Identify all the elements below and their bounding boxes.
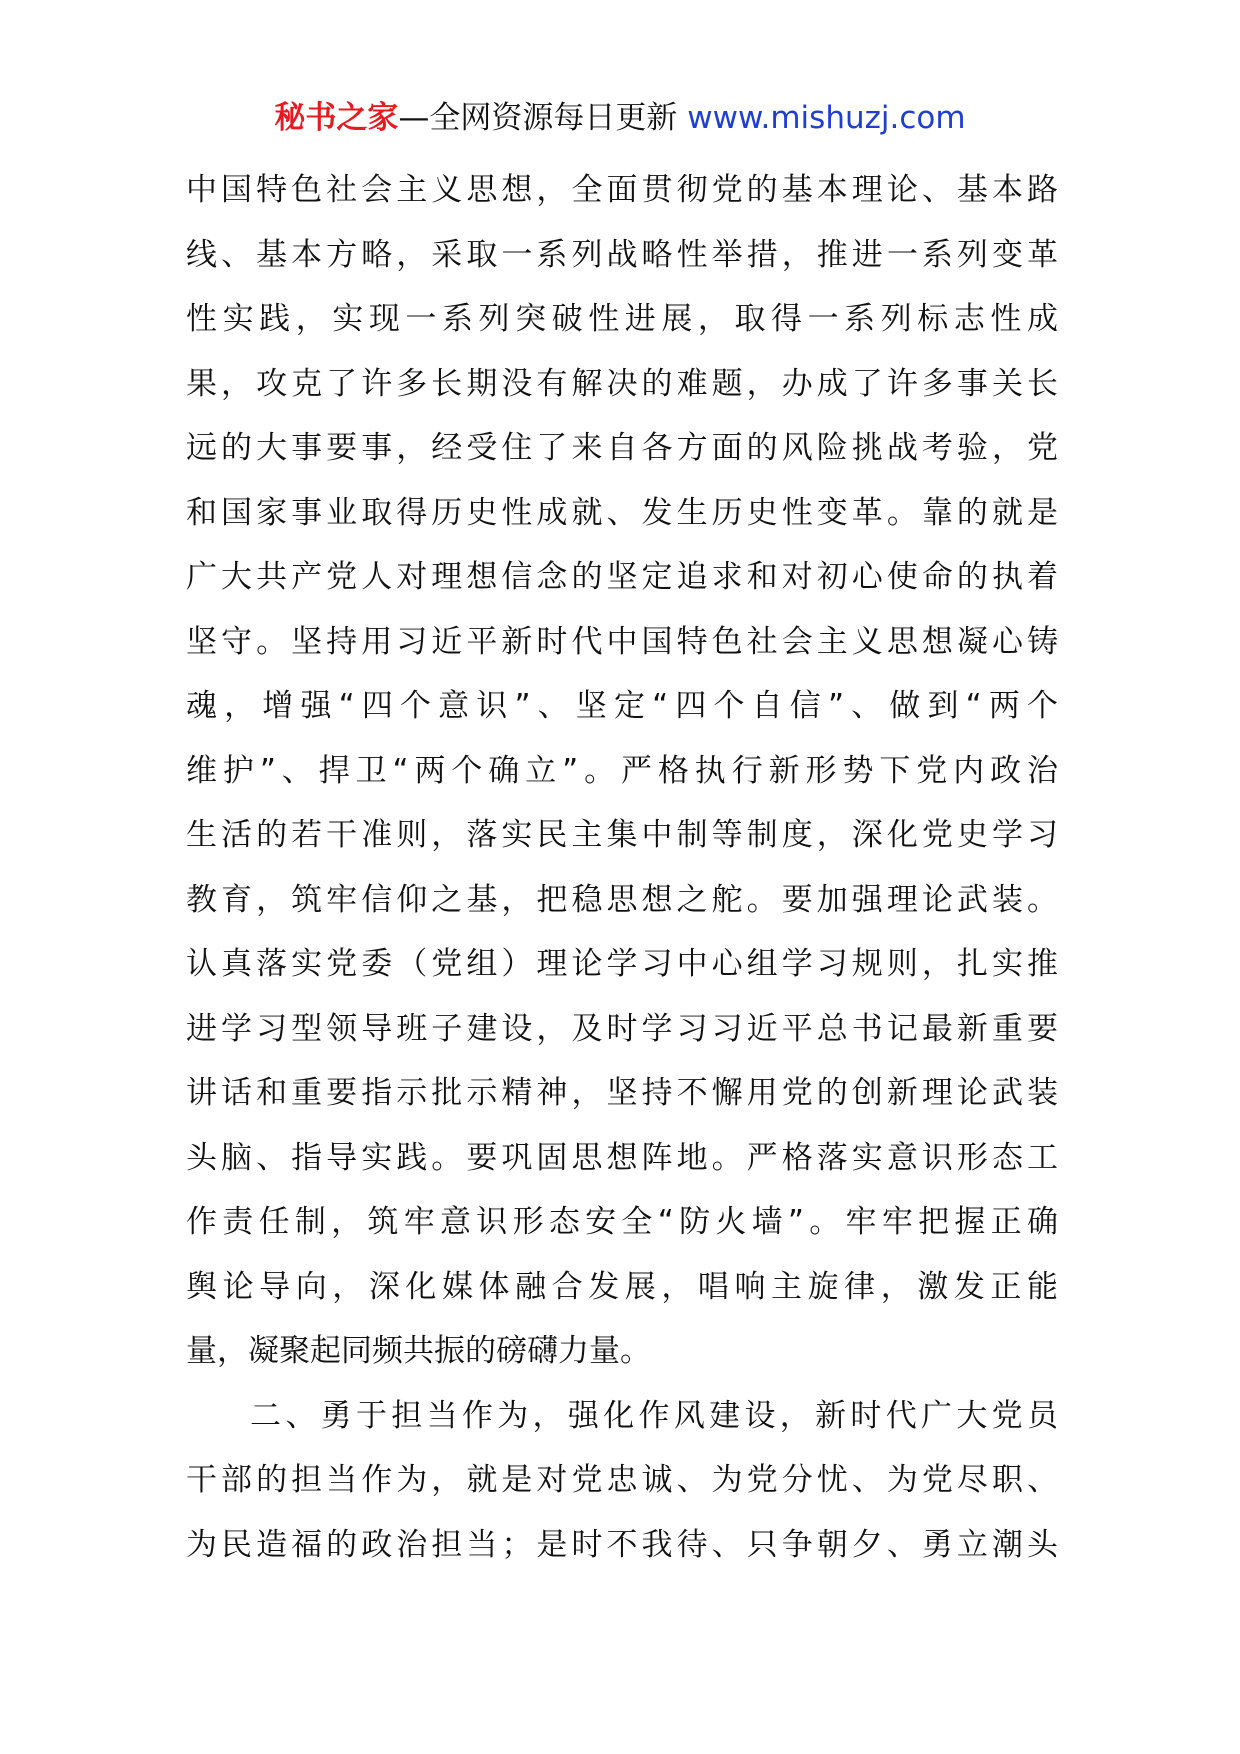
text-line: 舆论导向，深化媒体融合发展，唱响主旋律，激发正能 <box>186 1268 1058 1305</box>
page-header <box>0 98 1240 138</box>
text-line: 广大共产党人对理想信念的坚定追求和对初心使命的执着 <box>186 559 1058 595</box>
text-line: 果，攻克了许多长期没有解决的难题，办成了许多事关长 <box>186 365 1058 402</box>
header-url-link[interactable]: www.mishuzj.com <box>687 100 966 136</box>
text-line: 量，凝聚起同频共振的磅礴力量。 <box>186 1333 651 1369</box>
paragraph-1 <box>186 158 1058 1384</box>
text-line: 线、基本方略，采取一系列战略性举措，推进一系列变革 <box>186 236 1058 273</box>
text-line: 二、勇于担当作为，强化作风建设，新时代广大党员 <box>250 1397 1058 1434</box>
text-line: 维护”、捍卫“两个确立”。严格执行新形势下党内政治 <box>186 752 1058 789</box>
text-line: 干部的担当作为，就是对党忠诚、为党分忧、为党尽职、 <box>186 1462 1058 1498</box>
text-line: 讲话和重要指示批示精神，坚持不懈用党的创新理论武装 <box>186 1075 1058 1111</box>
header-brand: 秘书之家 <box>274 100 399 136</box>
paragraph-2 <box>186 1384 1058 1578</box>
text-line: 和国家事业取得历史性成就、发生历史性变革。靠的就是 <box>186 494 1058 531</box>
text-line: 生活的若干准则，落实民主集中制等制度，深化党史学习 <box>186 817 1058 853</box>
text-line: 头脑、指导实践。要巩固思想阵地。严格落实意识形态工 <box>186 1139 1058 1176</box>
text-line: 作责任制，筑牢意识形态安全“防火墙”。牢牢把握正确 <box>186 1204 1058 1240</box>
text-line: 坚守。坚持用习近平新时代中国特色社会主义思想凝心铸 <box>186 623 1058 660</box>
text-line: 魂，增强“四个意识”、坚定“四个自信”、做到“两个 <box>186 688 1058 724</box>
text-line: 进学习型领导班子建设，及时学习习近平总书记最新重要 <box>186 1010 1058 1047</box>
text-line: 为民造福的政治担当；是时不我待、只争朝夕、勇立潮头 <box>186 1526 1058 1563</box>
text-line: 教育，筑牢信仰之基，把稳思想之舵。要加强理论武装。 <box>186 881 1058 918</box>
header-tagline: —全网资源每日更新 <box>398 100 678 136</box>
text-line: 中国特色社会主义思想，全面贯彻党的基本理论、基本路 <box>186 172 1058 208</box>
text-line: 性实践，实现一系列突破性进展，取得一系列标志性成 <box>186 301 1058 337</box>
text-line: 远的大事要事，经受住了来自各方面的风险挑战考验，党 <box>186 430 1058 466</box>
text-line: 认真落实党委（党组）理论学习中心组学习规则，扎实推 <box>186 946 1058 982</box>
document-body <box>186 158 1058 1577</box>
